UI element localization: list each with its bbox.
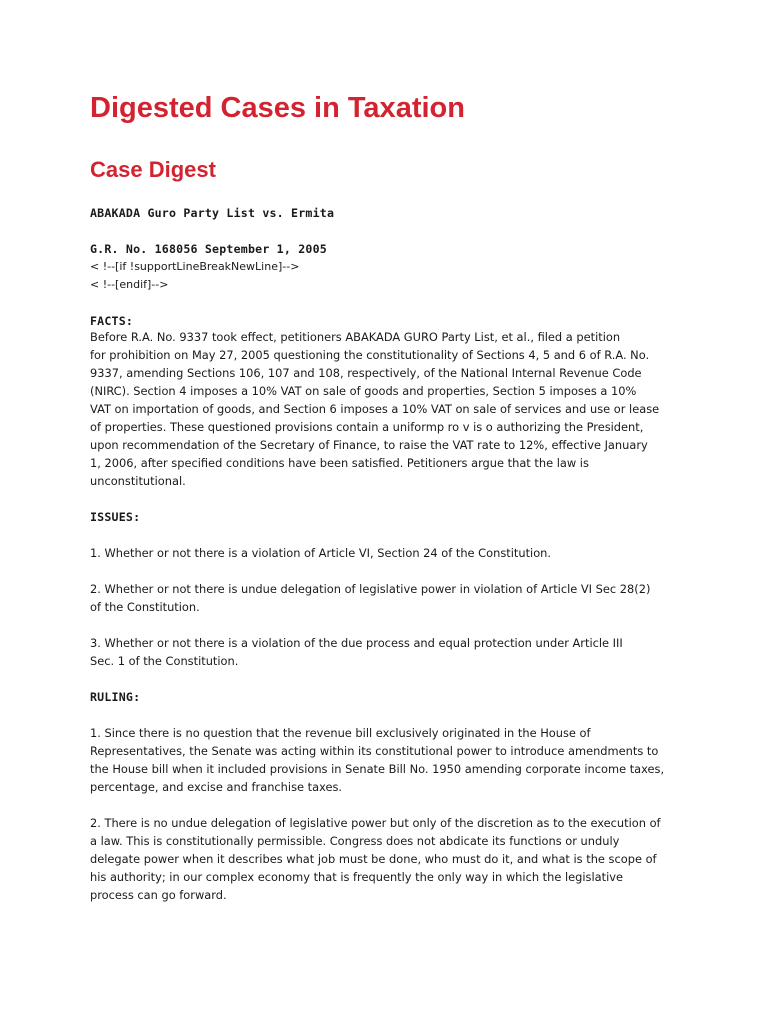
ruling-heading: RULING: bbox=[90, 690, 141, 704]
issue-item bbox=[90, 634, 690, 670]
paragraph-line: 1. Whether or not there is a violation of Article VI, Section 24 of the Constitution. bbox=[90, 546, 552, 560]
paragraph-line: 2. There is no undue delegation of legislative power but only of the discretion as to the execution of bbox=[90, 816, 661, 830]
case-name: ABAKADA Guro Party List vs. Ermita bbox=[90, 206, 335, 220]
paragraph-line: 9337, amending Sections 106, 107 and 108, respectively, of the National Internal Revenue Code bbox=[90, 366, 642, 380]
conditional-comment-line: < !--[endif]--> bbox=[90, 278, 169, 291]
issue-item bbox=[90, 580, 690, 616]
paragraph-line: a law. This is constitutionally permissible. Congress does not abdicate its functions or unduly bbox=[90, 834, 620, 848]
paragraph-line: his authority; in our complex economy that is frequently the only way in which the legislative bbox=[90, 870, 624, 884]
document-subtitle: Case Digest bbox=[90, 157, 216, 182]
paragraph-line: upon recommendation of the Secretary of Finance, to raise the VAT rate to 12%, effective January bbox=[90, 438, 648, 452]
paragraph-line: percentage, and excise and franchise taxes. bbox=[90, 780, 343, 794]
ruling-item bbox=[90, 814, 690, 904]
paragraph-line: (NIRC). Section 4 imposes a 10% VAT on sale of goods and properties, Section 5 imposes a 10% bbox=[90, 384, 637, 398]
paragraph-line: Sec. 1 of the Constitution. bbox=[90, 654, 239, 668]
paragraph-line: 1. Since there is no question that the revenue bill exclusively originated in the House of bbox=[90, 726, 591, 740]
ruling-item bbox=[90, 724, 690, 796]
conditional-comment-lines bbox=[90, 258, 690, 294]
paragraph-line: 2. Whether or not there is undue delegation of legislative power in violation of Article VI Sec 28(2) bbox=[90, 582, 651, 596]
paragraph-line: 1, 2006, after specified conditions have been satisfied. Petitioners argue that the law is bbox=[90, 456, 589, 470]
document-title: Digested Cases in Taxation bbox=[90, 92, 465, 124]
paragraph-line: Representatives, the Senate was acting within its constitutional power to introduce amendments to bbox=[90, 744, 659, 758]
conditional-comment-line: < !--[if !supportLineBreakNewLine]--> bbox=[90, 260, 300, 273]
paragraph-line: Before R.A. No. 9337 took effect, petitioners ABAKADA GURO Party List, et al., filed a petition bbox=[90, 330, 621, 344]
gr-number: G.R. No. 168056 September 1, 2005 bbox=[90, 242, 327, 256]
paragraph-line: for prohibition on May 27, 2005 questioning the constitutionality of Sections 4, 5 and 6 of R.A. No. bbox=[90, 348, 650, 362]
paragraph-line: delegate power when it describes what job must be done, who must do it, and what is the scope of bbox=[90, 852, 657, 866]
facts-paragraph bbox=[90, 328, 690, 490]
paragraph-line: of the Constitution. bbox=[90, 600, 200, 614]
issues-heading: ISSUES: bbox=[90, 510, 141, 524]
paragraph-line: VAT on importation of goods, and Section 6 imposes a 10% VAT on sale of services and use or lease bbox=[90, 402, 660, 416]
paragraph-line: process can go forward. bbox=[90, 888, 227, 902]
paragraph-line: the House bill when it included provisions in Senate Bill No. 1950 amending corporate income taxes, bbox=[90, 762, 665, 776]
paragraph-line: 3. Whether or not there is a violation of the due process and equal protection under Article III bbox=[90, 636, 623, 650]
paragraph-line: unconstitutional. bbox=[90, 474, 186, 488]
paragraph-line: of properties. These questioned provisions contain a uniformp ro v is o authorizing the President, bbox=[90, 420, 644, 434]
issue-item bbox=[90, 544, 690, 562]
facts-heading: FACTS: bbox=[90, 314, 134, 328]
